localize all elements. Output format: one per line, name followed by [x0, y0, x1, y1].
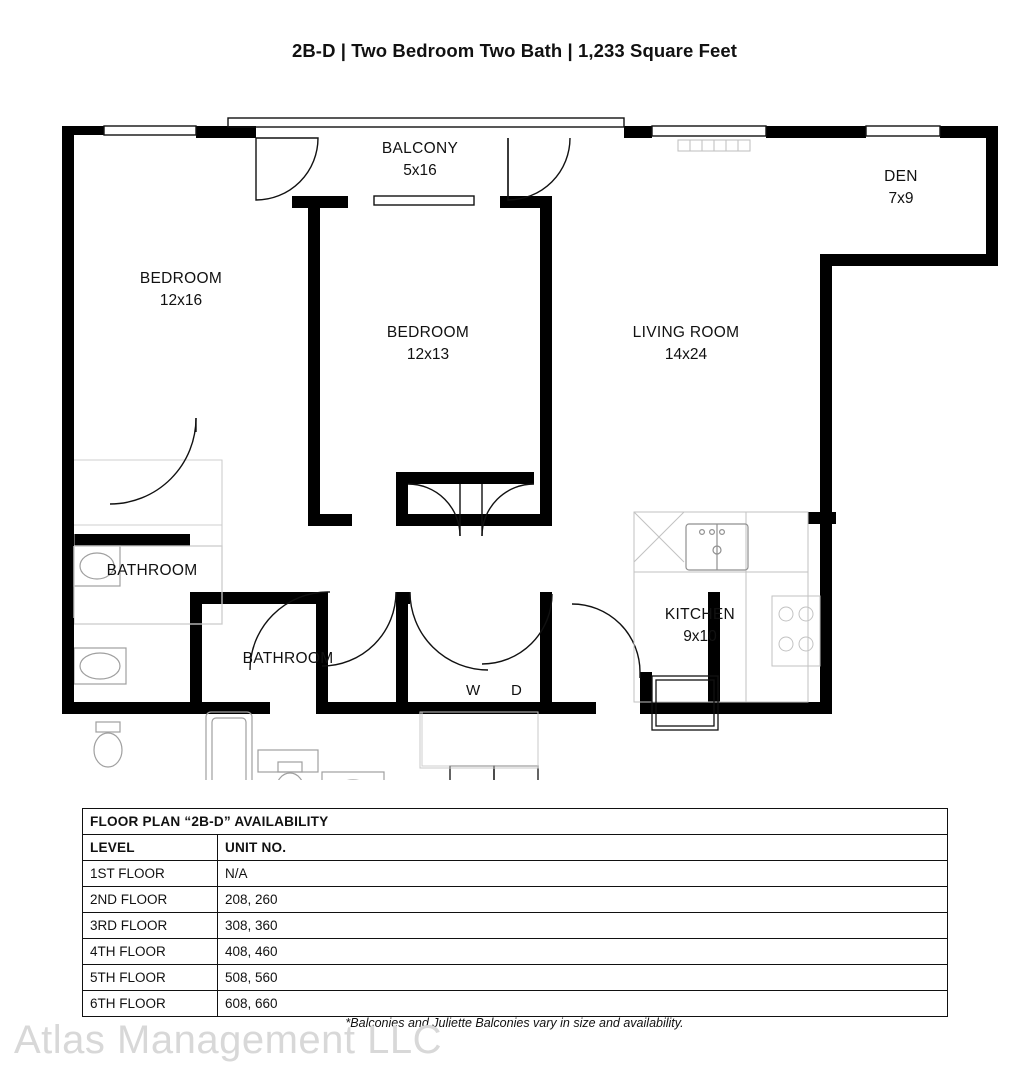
- cell-units: 508, 560: [218, 965, 948, 991]
- footnote: *Balconies and Juliette Balconies vary in size and availability.: [345, 1016, 684, 1030]
- floor-plan-drawing: [0, 100, 1029, 780]
- cell-level: 5TH FLOOR: [83, 965, 218, 991]
- cell-level: 4TH FLOOR: [83, 939, 218, 965]
- room-label-bathroom-1: BATHROOM: [106, 562, 198, 579]
- cell-level: 2ND FLOOR: [83, 887, 218, 913]
- table-row: [83, 861, 948, 887]
- room-label-bedroom-1: BEDROOM 12x16: [139, 270, 223, 310]
- availability-table: [82, 808, 948, 1017]
- room-label-den: DEN 7x9: [884, 168, 918, 208]
- room-label-kitchen: KITCHEN 9x10: [664, 606, 736, 646]
- washer-label: W: [466, 682, 481, 699]
- table-row: [83, 887, 948, 913]
- table-row: [83, 965, 948, 991]
- table-title-row: [83, 809, 948, 835]
- cell-level: 1ST FLOOR: [83, 861, 218, 887]
- table-row: [83, 939, 948, 965]
- table-row: [83, 991, 948, 1017]
- cell-units: 308, 360: [218, 913, 948, 939]
- room-label-balcony: BALCONY 5x16: [381, 140, 459, 180]
- room-label-bedroom-2: BEDROOM 12x13: [386, 324, 470, 364]
- cell-level: 3RD FLOOR: [83, 913, 218, 939]
- cell-units: N/A: [218, 861, 948, 887]
- table-header-row: [83, 835, 948, 861]
- availability-title: FLOOR PLAN “2B-D” AVAILABILITY: [83, 809, 948, 835]
- column-header-level: LEVEL: [83, 835, 218, 861]
- cell-level: 6TH FLOOR: [83, 991, 218, 1017]
- dryer-label: D: [511, 682, 522, 699]
- watermark-atlas-management: Atlas Management LLC: [14, 1018, 443, 1062]
- cell-units: 408, 460: [218, 939, 948, 965]
- column-header-unit-no: UNIT NO.: [218, 835, 948, 861]
- table-row: [83, 913, 948, 939]
- page-title: 2B-D | Two Bedroom Two Bath | 1,233 Square Feet: [291, 40, 738, 61]
- cell-units: 208, 260: [218, 887, 948, 913]
- cell-units: 608, 660: [218, 991, 948, 1017]
- room-label-bathroom-2: BATHROOM: [242, 650, 334, 667]
- room-label-living-room: LIVING ROOM 14x24: [632, 324, 740, 364]
